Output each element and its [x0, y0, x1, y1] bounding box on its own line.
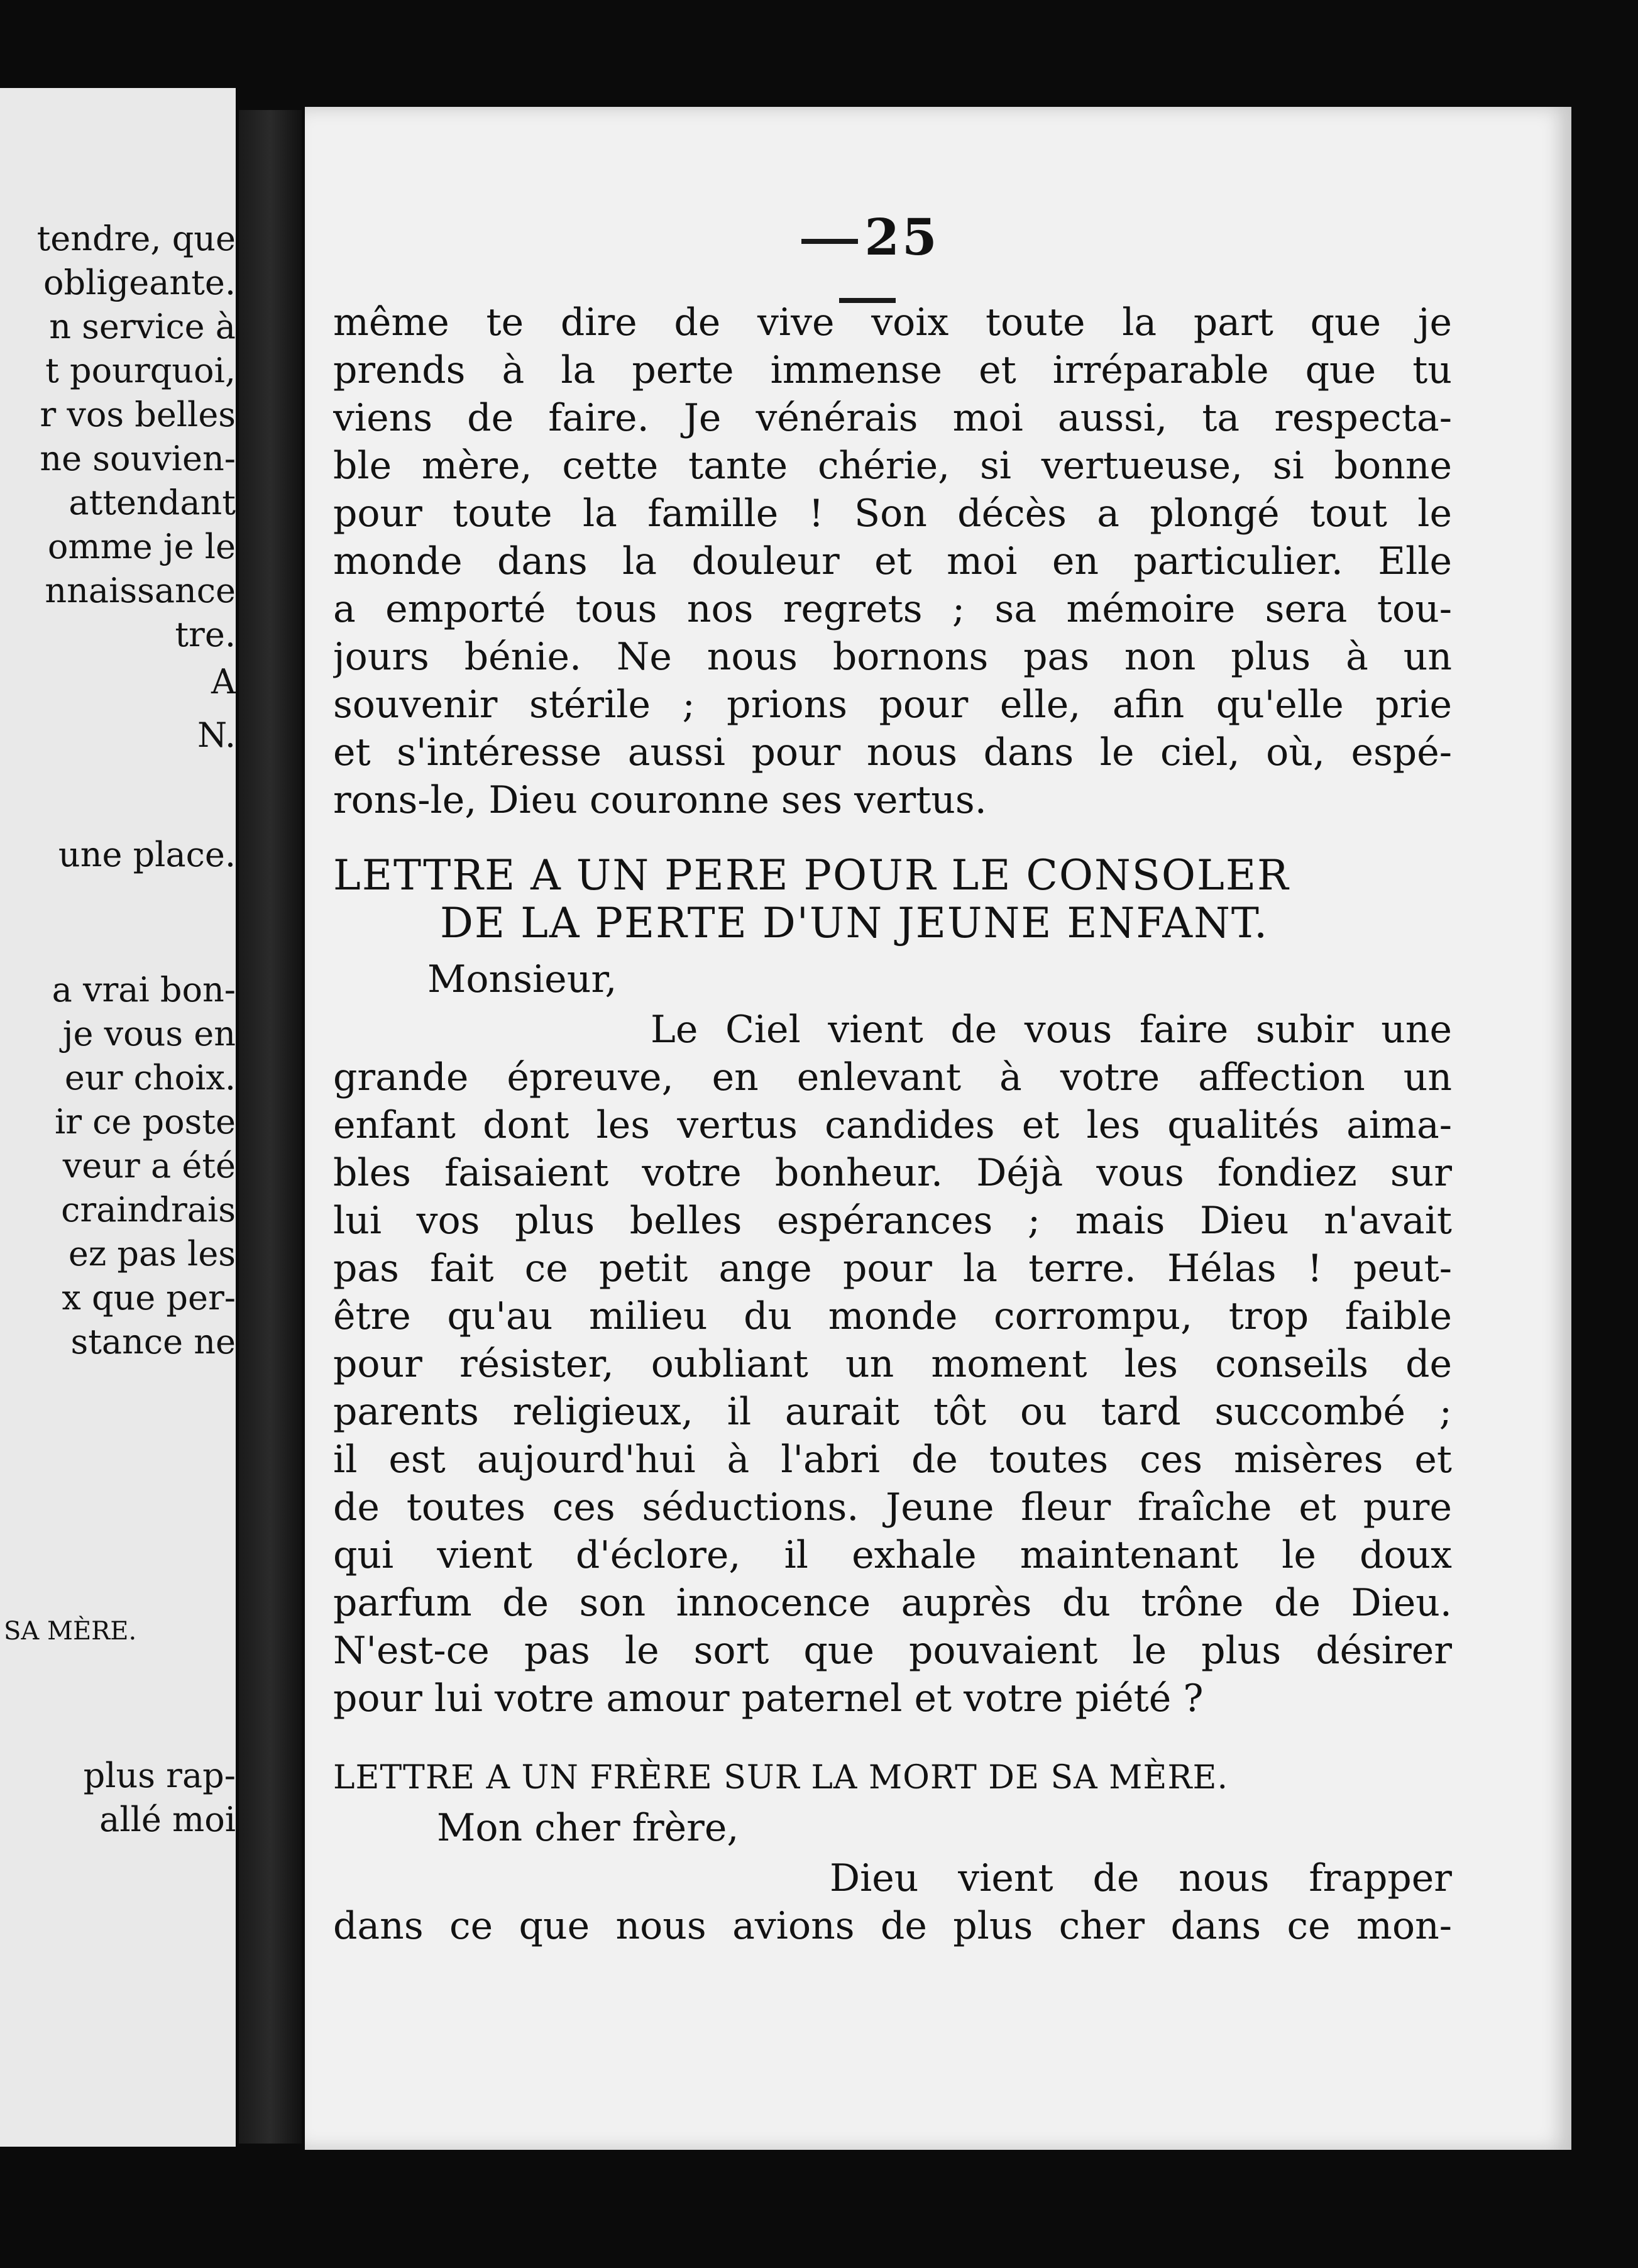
text-line: rons-le, Dieu couronne ses vertus. [333, 778, 987, 822]
left-page-line: ir ce poste [54, 1102, 236, 1142]
text-line: pas fait ce petit ange pour la terre. Hélas ! peut- [333, 1247, 1452, 1291]
text-line: grande épreuve, en enlevant à votre affection un [333, 1055, 1452, 1099]
text-line: même te dire de vive voix toute la part que je [333, 300, 1452, 344]
left-page-line: ez pas les [68, 1234, 236, 1274]
left-page-line: x que per- [62, 1278, 236, 1318]
text-line: N'est-ce pas le sort que pouvaient le plus désirer [333, 1629, 1452, 1673]
left-page-line: tre. [175, 615, 236, 654]
text-line: bles faisaient votre bonheur. Déjà vous fondiez sur [333, 1151, 1452, 1195]
left-page-line: r vos belles [40, 395, 236, 434]
text-line: parfum de son innocence auprès du trône de Dieu. [333, 1581, 1452, 1625]
text-line: jours bénie. Ne nous bornons pas non plus à un [333, 635, 1452, 679]
text-line: être qu'au milieu du monde corrompu, trop faible [333, 1294, 1452, 1338]
page-number: 25 [767, 207, 968, 326]
left-page-line: t pourquoi, [45, 351, 236, 390]
text-line: Le Ciel vient de vous faire subir une [651, 1008, 1452, 1052]
salutation: Mon cher frère, [437, 1806, 739, 1850]
text-line: pour lui votre amour paternel et votre piété ? [333, 1676, 1204, 1720]
letter-heading: LETTRE A UN FRÈRE SUR LA MORT DE SA MÈRE. [333, 1759, 1229, 1797]
text-line: et s'intéresse aussi pour nous dans le ciel, où, espé- [333, 730, 1452, 774]
left-page-line: ne souvien- [40, 439, 236, 478]
left-page-line: SA MÈRE. [4, 1617, 137, 1646]
salutation: Monsieur, [427, 957, 617, 1001]
text-line: pour toute la famille ! Son décès a plongé tout le [333, 492, 1452, 536]
book-gutter [239, 110, 302, 2144]
text-line: ble mère, cette tante chérie, si vertueuse, si bonne [333, 444, 1452, 488]
left-page-line: A [211, 662, 236, 702]
left-page-line: plus rap- [83, 1756, 236, 1795]
left-page-line: stance ne [70, 1322, 236, 1362]
text-line: viens de faire. Je vénérais moi aussi, ta respecta- [333, 396, 1452, 440]
left-page-line: eur choix. [64, 1058, 236, 1098]
text-line: enfant dont les vertus candides et les qualités aima- [333, 1103, 1452, 1147]
left-page-line: allé moi [99, 1800, 236, 1839]
letter-heading: LETTRE A UN PERE POUR LE CONSOLER [333, 851, 1290, 900]
left-page-line: une place. [58, 835, 236, 874]
text-line: Dieu vient de nous frapper [830, 1856, 1452, 1900]
text-line: de toutes ces séductions. Jeune fleur fraîche et pure [333, 1485, 1452, 1529]
text-line: parents religieux, il aurait tôt ou tard succombé ; [333, 1390, 1452, 1434]
left-page-line: veur a été [62, 1146, 236, 1186]
text-line: a emporté tous nos regrets ; sa mémoire sera tou- [333, 587, 1452, 631]
left-page-line: je vous en [62, 1014, 236, 1054]
left-page-line: obligeante. [43, 263, 236, 302]
left-page-line: tendre, que [36, 219, 236, 258]
left-page-line: n service à [49, 307, 236, 346]
left-facing-page [0, 88, 236, 2147]
text-line: qui vient d'éclore, il exhale maintenant le doux [333, 1533, 1452, 1577]
left-page-line: a vrai bon- [52, 970, 236, 1010]
text-line: prends à la perte immense et irréparable que tu [333, 348, 1452, 392]
text-line: souvenir stérile ; prions pour elle, afin qu'elle prie [333, 683, 1452, 727]
text-line: il est aujourd'hui à l'abri de toutes ces misères et [333, 1438, 1452, 1482]
text-line: lui vos plus belles espérances ; mais Dieu n'avait [333, 1199, 1452, 1243]
letter-heading: DE LA PERTE D'UN JEUNE ENFANT. [440, 899, 1269, 947]
text-line: dans ce que nous avions de plus cher dans ce mon- [333, 1904, 1452, 1948]
text-line: monde dans la douleur et moi en particulier. Elle [333, 539, 1452, 583]
left-page-line: N. [197, 715, 236, 755]
left-page-line: craindrais [61, 1190, 236, 1230]
left-page-line: nnaissance [45, 571, 236, 610]
left-page-line: attendant [69, 483, 236, 522]
text-line: pour résister, oubliant un moment les conseils de [333, 1342, 1452, 1386]
left-page-line: omme je le [47, 527, 236, 566]
